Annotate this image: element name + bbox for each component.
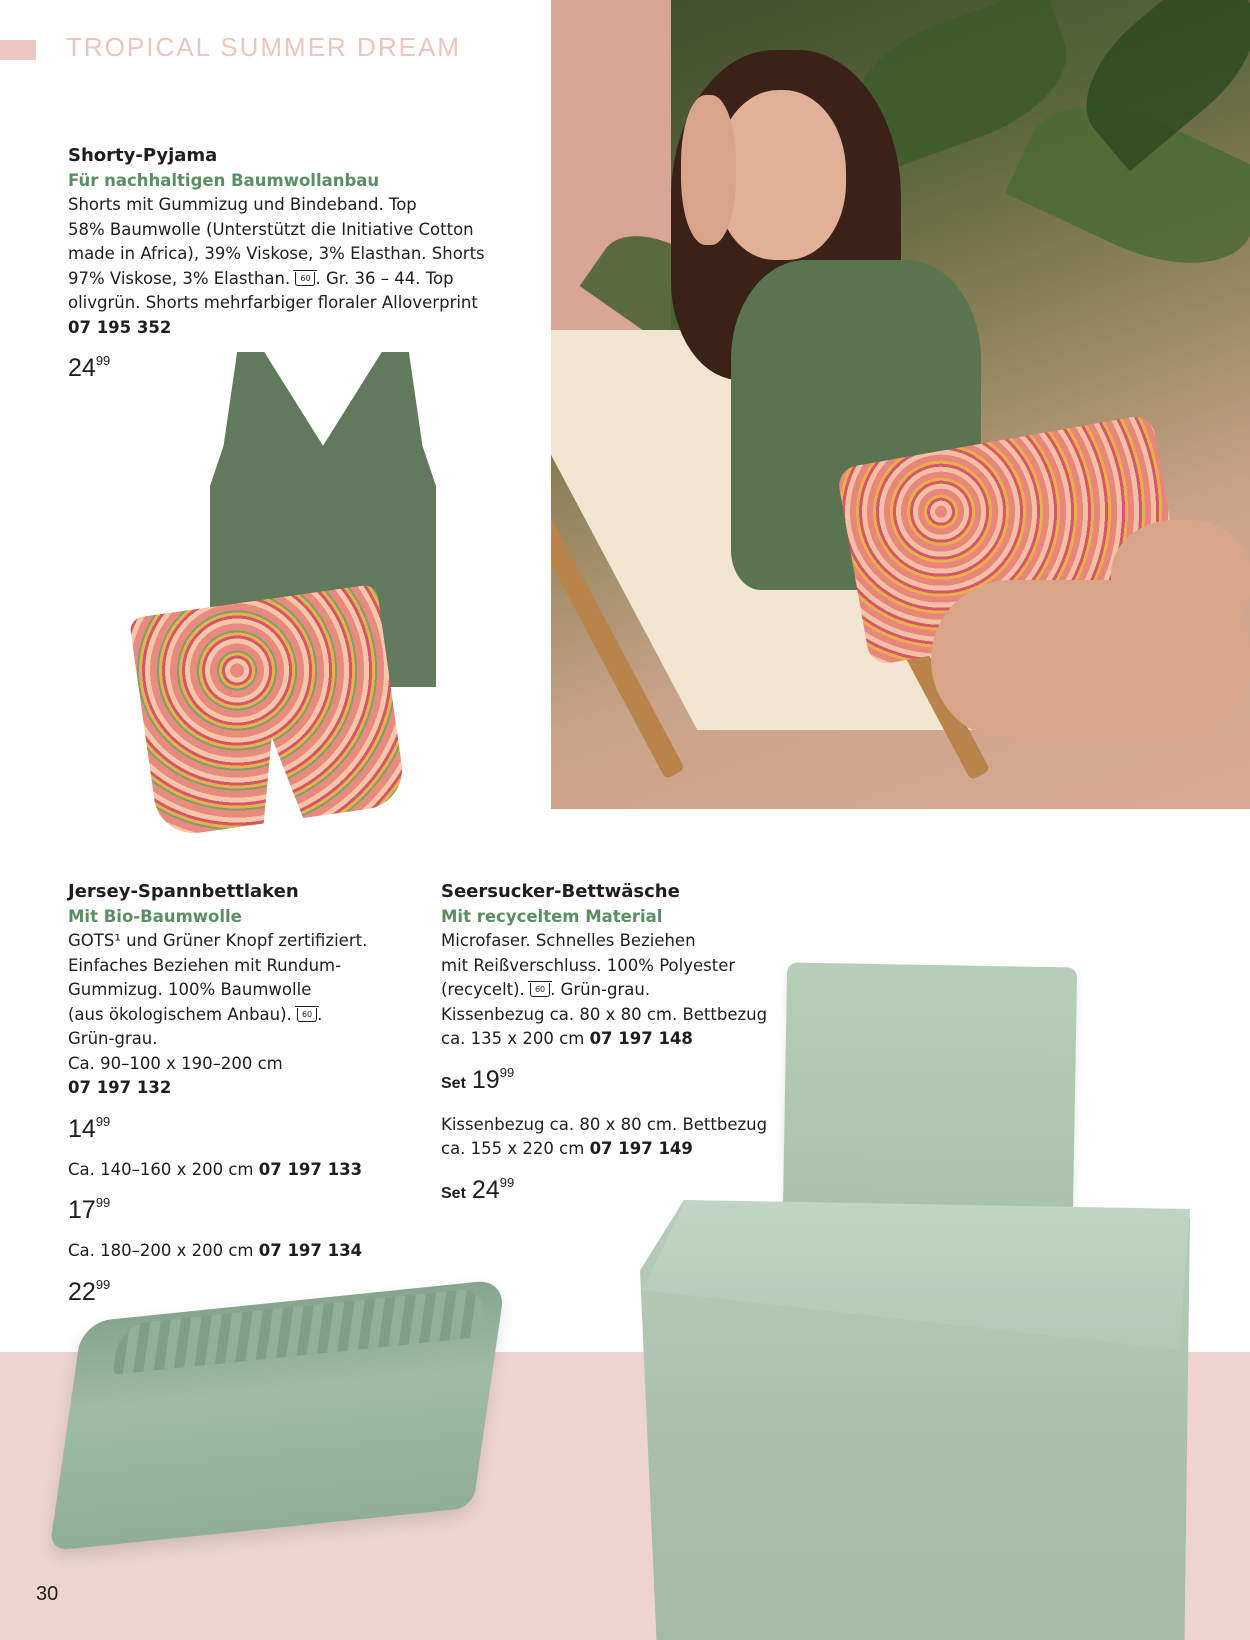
pyjama-description: Shorts mit Gummizug und Bindeband. Top 58% Baumwolle (Unterstützt die Initiative Cotton made in Africa), 39% Viskose, 3% Elasthan. Shorts 97% Viskose, 3% Elasthan. 60 . Gr. 36 – 44. Top olivgrün. Shorts mehrfarbiger floraler Alloverprint	[68, 195, 485, 312]
page-number: 30	[36, 1583, 59, 1605]
pillow-image	[783, 962, 1077, 1219]
wash-60-icon: 60	[297, 1008, 317, 1022]
wash-60-icon: 60	[530, 983, 550, 997]
pyjama-shorts-image	[129, 584, 407, 839]
bettwaesche-title: Seersucker-Bettwäsche	[441, 881, 680, 902]
bettwaesche-variant-1: Kissenbezug ca. 80 x 80 cm. Bettbezug ca. 135 x 200 cm 07 197 148	[441, 1004, 768, 1048]
wash-60-icon: 60	[295, 272, 315, 286]
spannbettlaken-price-1: $14^{99}$	[68, 1113, 111, 1143]
pyjama-info	[68, 144, 508, 383]
pyjama-subtitle: Für nachhaltigen Baumwollanbau	[68, 170, 380, 190]
bettwaesche-variant-2: Kissenbezug ca. 80 x 80 cm. Bettbezug ca. 155 x 220 cm 07 197 149	[441, 1114, 768, 1158]
spannbettlaken-article-1: 07 197 132	[68, 1078, 172, 1097]
spannbettlaken-variant-2: Ca. 140–160 x 200 cm 07 197 133	[68, 1159, 363, 1179]
spannbettlaken-info	[68, 880, 428, 1307]
spannbettlaken-title: Jersey-Spannbettlaken	[68, 881, 299, 902]
pyjama-price: $24^{99}$	[68, 353, 111, 382]
lifestyle-photo	[551, 0, 1250, 809]
header-accent-bar	[0, 40, 36, 60]
pyjama-article-number: 07 195 352	[68, 317, 172, 337]
spannbettlaken-price-2: $17^{99}$	[68, 1195, 111, 1224]
spannbettlaken-price-3: $22^{99}$	[68, 1276, 111, 1306]
spannbettlaken-variant-3: Ca. 180–200 x 200 cm 07 197 134	[68, 1241, 363, 1260]
pyjama-title: Shorty-Pyjama	[68, 145, 218, 166]
bettwaesche-subtitle: Mit recyceltem Material	[441, 906, 663, 926]
section-title: TROPICAL SUMMER DREAM	[66, 32, 461, 62]
bettwaesche-description: Microfaser. Schnelles Beziehen mit Reißverschluss. 100% Polyester (recycelt). 60 . Grün-grau.	[441, 931, 736, 999]
bettwaesche-price-2: Set $24^{99}$	[441, 1174, 515, 1204]
spannbettlaken-subtitle: Mit Bio-Baumwolle	[68, 906, 242, 926]
spannbettlaken-description: GOTS¹ und Grüner Knopf zertifiziert. Einfaches Beziehen mit Rundum- Gummizug. 100% Baumwolle (aus ökologischem Anbau). 60 . Grün-grau. Ca. 90–100 x 190–200 cm	[68, 931, 368, 1073]
bettwaesche-price-1: Set $19^{99}$	[441, 1064, 515, 1094]
bettwaesche-info	[441, 880, 801, 1209]
